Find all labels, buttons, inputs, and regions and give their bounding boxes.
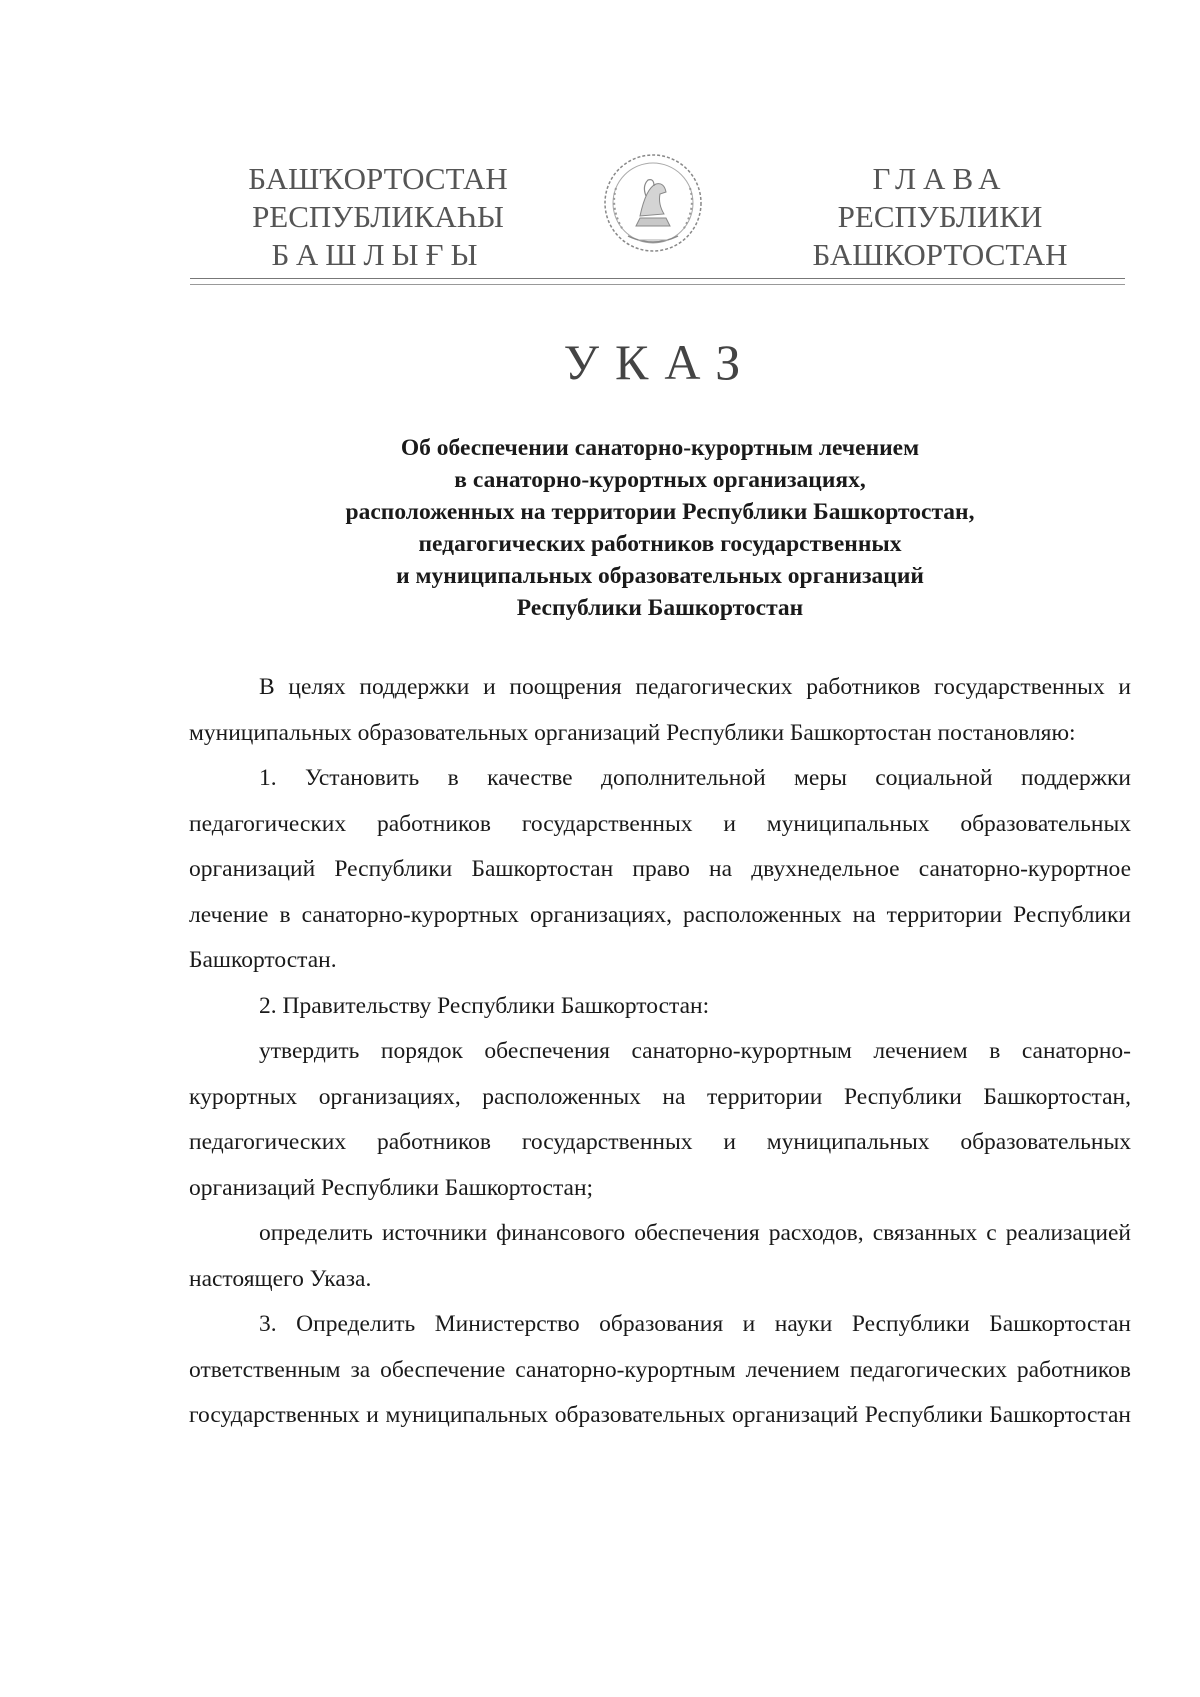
- decree-body: [189, 665, 1131, 1439]
- subject-line: Об обеспечении санаторно-курортным лечением: [400, 435, 920, 461]
- paragraph-item-2-sub-2: определить источники финансового обеспечения расходов, связанных с реализацией настоящего Указа.: [189, 1220, 1131, 1292]
- paragraph-item-1: 1. Установить в качестве дополнительной меры социальной поддержки педагогических работников государственных и муниципальных образовательных организаций Республики Башкортостан право на двухнедельное санаторно-курортное лечение в санаторно-курортных организациях, расположенных на территории Республики Башкортостан.: [189, 765, 1131, 973]
- subject-line: педагогических работников государственных: [418, 531, 902, 557]
- paragraph-item-2-sub-1: утвердить порядок обеспечения санаторно-курортным лечением в санаторно-курортных организациях, расположенных на территории Республики Башкортостан, педагогических работников государственных и муниципальных образовательных организаций Республики Башкортостан;: [189, 1038, 1131, 1201]
- letterhead-russian: [790, 160, 1090, 274]
- letterhead-russian-line-2: РЕСПУБЛИКИ: [837, 199, 1043, 234]
- subject-line: Республики Башкортостан: [516, 595, 804, 621]
- coat-of-arms-emblem-icon: [598, 148, 708, 260]
- paragraph-item-2: 2. Правительству Республики Башкортостан:: [259, 992, 710, 1019]
- letterhead-bashkir-line-1: БАШҠОРТОСТАН: [248, 161, 508, 196]
- paragraph-preamble: В целях поддержки и поощрения педагогических работников государственных и муниципальных образовательных организаций Республики Башкортостан постановляю:: [189, 674, 1131, 746]
- subject-line: и муниципальных образовательных организаций: [396, 563, 924, 589]
- letterhead-bashkir-line-2: РЕСПУБЛИКАҺЫ: [252, 199, 504, 234]
- letterhead-bashkir: [228, 160, 528, 274]
- letterhead-russian-line-1: ГЛАВА: [872, 161, 1008, 196]
- paragraph-item-3: 3. Определить Министерство образования и науки Республики Башкортостан ответственным за обеспечение санаторно-курортным лечением педагогических работников государственных и муниципальных образовательных организаций Республики Башкортостан: [189, 1311, 1131, 1428]
- decree-title: УКАЗ: [563, 334, 757, 390]
- letterhead-divider: [190, 278, 1125, 285]
- letterhead-russian-line-3: БАШКОРТОСТАН: [812, 237, 1068, 272]
- letterhead-bashkir-line-3: БАШЛЫҒЫ: [271, 237, 485, 272]
- subject-line: в санаторно-курортных организациях,: [454, 467, 866, 493]
- decree-subject: [190, 432, 1130, 624]
- subject-line: расположенных на территории Республики Башкортостан,: [345, 499, 975, 525]
